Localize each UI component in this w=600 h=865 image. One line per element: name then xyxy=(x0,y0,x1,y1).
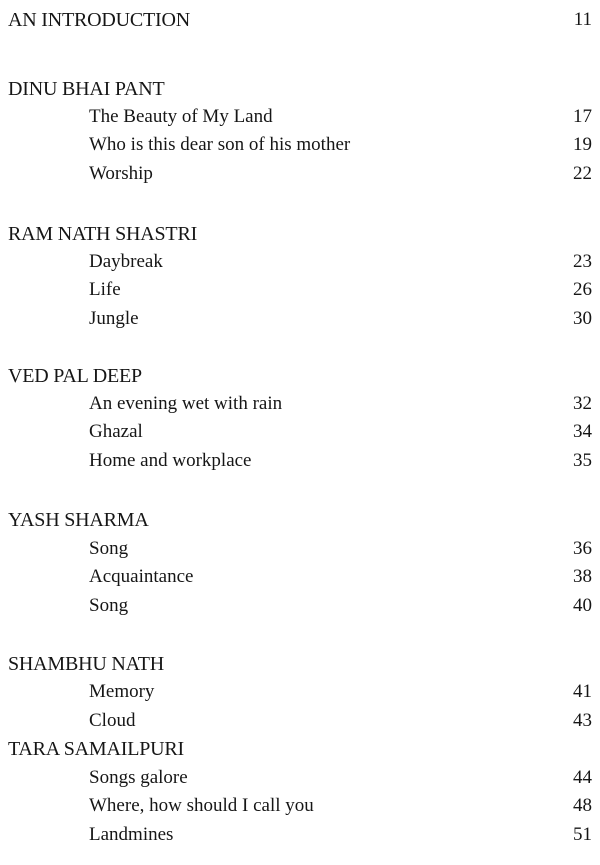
toc-entry xyxy=(0,535,600,563)
page-number: 43 xyxy=(573,710,592,731)
toc-entry xyxy=(0,707,600,735)
poem-title: Cloud xyxy=(89,710,136,731)
page-number: 35 xyxy=(573,450,592,471)
poem-title: Where, how should I call you xyxy=(89,795,314,816)
author-name: TARA SAMAILPURI xyxy=(8,738,184,760)
toc-entry xyxy=(0,418,600,446)
toc-entry xyxy=(0,390,600,418)
author-name: SHAMBHU NATH xyxy=(8,653,164,675)
page-number: 44 xyxy=(573,767,592,788)
toc-entry-introduction xyxy=(0,6,600,34)
page-number: 23 xyxy=(573,251,592,272)
poem-title: Who is this dear son of his mother xyxy=(89,134,351,155)
poem-title: An evening wet with rain xyxy=(89,393,283,414)
poem-title: Ghazal xyxy=(89,421,143,442)
author-heading xyxy=(0,220,600,248)
page-number: 40 xyxy=(573,595,592,616)
toc-entry xyxy=(0,764,600,792)
author-name: DINU BHAI PANT xyxy=(8,78,165,100)
page-number: 26 xyxy=(573,279,592,300)
page-number: 48 xyxy=(573,795,592,816)
toc-entry xyxy=(0,103,600,131)
author-name: YASH SHARMA xyxy=(8,509,149,531)
toc-entry xyxy=(0,563,600,591)
page-number: 17 xyxy=(573,106,592,127)
page-number: 11 xyxy=(573,9,592,30)
poem-title: Songs galore xyxy=(89,767,188,788)
page-number: 41 xyxy=(573,681,592,702)
poem-title: Worship xyxy=(89,163,153,184)
author-heading xyxy=(0,362,600,390)
poem-title: Memory xyxy=(89,681,155,702)
toc-entry xyxy=(0,160,600,188)
author-heading xyxy=(0,506,600,534)
author-heading xyxy=(0,735,600,763)
introduction-heading: AN INTRODUCTION xyxy=(8,9,190,31)
poem-title: Song xyxy=(89,538,129,559)
page-number: 34 xyxy=(573,421,592,442)
page-number: 36 xyxy=(573,538,592,559)
poem-title: Acquaintance xyxy=(89,566,194,587)
page-number: 22 xyxy=(573,163,592,184)
toc-entry xyxy=(0,305,600,333)
toc-entry xyxy=(0,821,600,849)
poem-title: Jungle xyxy=(89,308,139,329)
poem-title: Landmines xyxy=(89,824,174,845)
toc-entry xyxy=(0,792,600,820)
poem-title: Song xyxy=(89,595,129,616)
page-number: 51 xyxy=(573,824,592,845)
poem-title: Home and workplace xyxy=(89,450,252,471)
author-name: RAM NATH SHASTRI xyxy=(8,223,198,245)
author-heading xyxy=(0,650,600,678)
page-number: 30 xyxy=(573,308,592,329)
page-number: 32 xyxy=(573,393,592,414)
poem-title: Daybreak xyxy=(89,251,163,272)
toc-entry xyxy=(0,592,600,620)
toc-entry xyxy=(0,276,600,304)
author-name: VED PAL DEEP xyxy=(8,365,142,387)
poem-title: Life xyxy=(89,279,121,300)
author-heading xyxy=(0,75,600,103)
toc-entry xyxy=(0,678,600,706)
toc-entry xyxy=(0,131,600,159)
page-number: 19 xyxy=(573,134,592,155)
poem-title: The Beauty of My Land xyxy=(89,106,273,127)
toc-entry xyxy=(0,248,600,276)
page-number: 38 xyxy=(573,566,592,587)
toc-entry xyxy=(0,447,600,475)
